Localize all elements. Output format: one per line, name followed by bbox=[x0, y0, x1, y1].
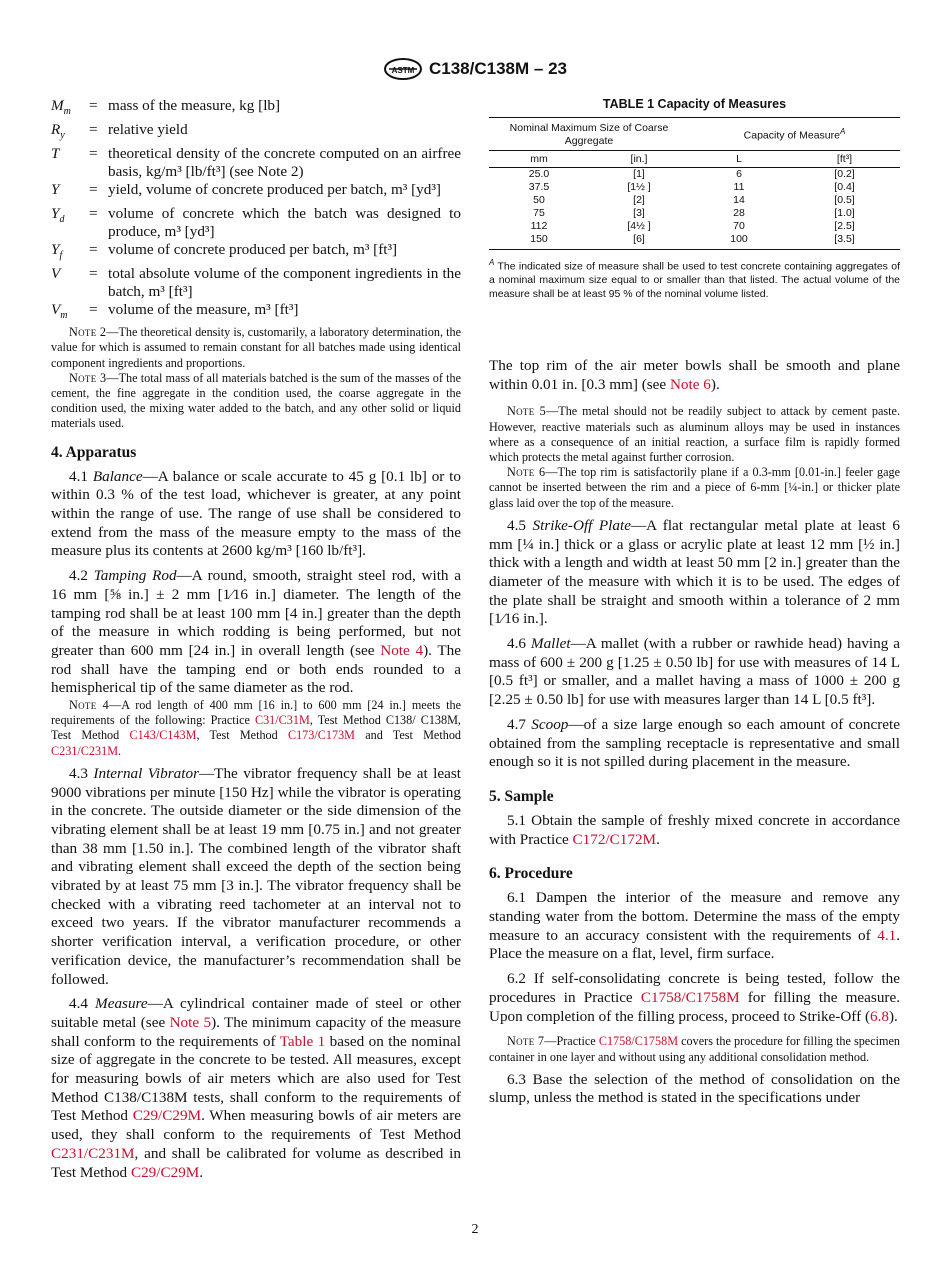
note-4-link[interactable]: Note 4 bbox=[380, 641, 424, 659]
para-5-1: 5.1 Obtain the sample of freshly mixed concrete in accordance with Practice C172/C172M. bbox=[489, 811, 900, 848]
left-column bbox=[51, 97, 461, 1182]
equals-sign: = bbox=[89, 97, 98, 114]
equals-sign: = bbox=[89, 121, 98, 139]
symbol-row bbox=[51, 97, 461, 121]
table-row bbox=[489, 233, 900, 246]
symbol: T bbox=[51, 145, 60, 163]
symbol-list bbox=[51, 97, 461, 325]
table-cell: [0.4] bbox=[834, 181, 855, 193]
para-4-6: 4.6 Mallet—A mallet (with a rubber or rawhide head) having a mass of 600 ± 200 g [1.25 ± 0.50 lb] for use with measures of 14 L [0.5 ft³] or smaller, and a mallet having a mass of 1000 ± 200 g [2.25 ± 0.50 lb] for use with measures larger than 14 L [0.5 ft³]. bbox=[489, 635, 901, 709]
table-cell: 6 bbox=[736, 168, 742, 180]
astm-logo-icon bbox=[383, 58, 423, 80]
table-footnote: $^A$ The indicated size of measure shall be used to test concrete containing aggregates of a nominal maximum size equal to or smaller than that listed. The actual volume of the measure shall be at least 95 % of the nominal volume listed. bbox=[489, 258, 900, 300]
symbol: $V_m$ bbox=[51, 301, 68, 322]
table-cell: [1] bbox=[633, 168, 645, 180]
equals-sign: = bbox=[89, 205, 98, 223]
equals-sign: = bbox=[89, 301, 98, 319]
table-cell: [4½ ] bbox=[627, 220, 651, 232]
table-body bbox=[489, 168, 900, 247]
table-header-aggregate: Nominal Maximum Size of Coarse Aggregate bbox=[509, 122, 669, 147]
symbol: V bbox=[51, 265, 61, 283]
symbol-definition: total absolute volume of the component ingredients in the batch, m³ [ft³] bbox=[108, 265, 461, 301]
equals-sign: = bbox=[89, 145, 98, 163]
table-row bbox=[489, 207, 900, 220]
page-number: 2 bbox=[471, 1222, 479, 1237]
c29-link[interactable]: C29/C29M bbox=[132, 1107, 202, 1125]
table-cell: [0.5] bbox=[834, 194, 855, 206]
table-cell: 150 bbox=[530, 233, 548, 245]
table-cell: 25.0 bbox=[528, 168, 550, 180]
symbol-row bbox=[51, 205, 461, 241]
note-5: Note 5—The metal should not be readily subject to attack by cement paste. However, reactive materials such as aluminum alloys may be used in instances where as a consequence of an initial reaction, a surface film is rapidly formed which protects the metal against further corrosion. bbox=[489, 404, 900, 465]
logo-text: ASTM bbox=[391, 66, 415, 75]
note-6-link[interactable]: Note 6 bbox=[669, 375, 711, 393]
note-3: Note 3—The total mass of all materials batched is the sum of the masses of the cement, the fine aggregate in the condition used, the coarse aggregate in the condition used, the mixing water added to the batch, and any other solid or liquid materials used. bbox=[51, 370, 462, 431]
table-cell: 37.5 bbox=[528, 181, 550, 193]
table-cell: 28 bbox=[733, 207, 745, 219]
table-cell: [3.5] bbox=[834, 233, 855, 245]
symbol-definition: yield, volume of concrete produced per batch, m³ [yd³] bbox=[108, 181, 441, 199]
symbol-row bbox=[51, 181, 461, 205]
table-1-link[interactable]: Table 1 bbox=[279, 1032, 326, 1050]
c173-link[interactable]: C173/C173M bbox=[287, 728, 355, 743]
para-6-2: 6.2 If self-consolidating concrete is being tested, follow the procedures in Practice C1758/C1758M for filling the measure. Upon completion of the filling process, proceed to Strike-Off (6.8). bbox=[489, 970, 901, 1025]
section-4-1-link[interactable]: 4.1 bbox=[877, 926, 897, 944]
c172-link[interactable]: C172/C172M bbox=[572, 830, 657, 848]
c29-link-2[interactable]: C29/C29M bbox=[130, 1163, 200, 1181]
symbol: Y bbox=[51, 181, 60, 199]
table-cell: [3] bbox=[633, 207, 645, 219]
section-6-8-link[interactable]: 6.8 bbox=[870, 1007, 889, 1025]
para-4-4-continued: The top rim of the air meter bowls shall be smooth and plane within 0.01 in. [0.3 mm] (see Note 6). bbox=[489, 357, 900, 393]
c1758-link[interactable]: C1758/C1758M bbox=[640, 988, 740, 1006]
table-header-capacity: Capacity of Measure$^A$ bbox=[743, 126, 846, 142]
symbol: $R_y$ bbox=[51, 121, 65, 142]
para-4-2: 4.2 Tamping Rod—A round, smooth, straight steel rod, with a 16 mm [⅝ in.] ± 2 mm [1⁄16 in.] diameter. The length of the tamping rod shall be at least 100 mm [4 in.] greater than the depth of the measure in which rodding is being performed, but not greater than 600 mm [24 in.] in overall length (see Note 4). The rod shall have the tamping end or both ends rounded to a hemispherical tip of the same diameter as the rod. bbox=[51, 567, 461, 697]
c31-link[interactable]: C31/C31M bbox=[254, 713, 310, 728]
symbol-row bbox=[51, 241, 461, 265]
page-header bbox=[0, 58, 950, 85]
para-6-3: 6.3 Base the selection of the method of consolidation on the slump, unless the method is stated in the specifications under bbox=[489, 1070, 900, 1107]
table-cell: 75 bbox=[533, 207, 545, 219]
c231-link[interactable]: C231/C231M bbox=[51, 743, 119, 758]
section-heading-sample: 5. Sample bbox=[489, 787, 554, 805]
symbol-row bbox=[51, 121, 461, 145]
table-cell: [2.5] bbox=[834, 220, 855, 232]
symbol-row bbox=[51, 265, 461, 301]
table-row bbox=[489, 168, 900, 182]
symbol: $M_m$ bbox=[51, 97, 71, 118]
note-4: Note 4—A rod length of 400 mm [16 in.] to 600 mm [24 in.] meets the requirements of the following: Practice C31/C31M, Test Method C138/ C138M, Test Method C143/C143M, Test Method C173/C173M and Test Method C231/C231M. bbox=[51, 698, 462, 758]
table-row bbox=[489, 181, 900, 194]
symbol: $Y_f$ bbox=[51, 241, 63, 262]
para-4-1: 4.1 Balance—A balance or scale accurate to 45 g [0.1 lb] or to within 0.3 % of the test load, whichever is greater, at any point within the range of use. The range of use shall be considered to extend from the mass of the measure empty to the mass of the measure plus its contents at 2600 kg/m³ [160 lb/ft³]. bbox=[51, 467, 461, 560]
symbol-definition: theoretical density of the concrete computed on an airfree basis, kg/m³ [lb/ft³] (see Note 2) bbox=[108, 145, 461, 181]
standard-designation: C138/C138M – 23 bbox=[429, 59, 567, 78]
symbol-definition: volume of concrete produced per batch, m³ [ft³] bbox=[108, 241, 398, 259]
table-cell: [2] bbox=[633, 194, 645, 206]
table-cell: [6] bbox=[633, 233, 645, 245]
symbol-definition: volume of the measure, m³ [ft³] bbox=[108, 301, 299, 319]
table-cell: [0.2] bbox=[834, 168, 855, 180]
table-cell: 70 bbox=[733, 220, 745, 232]
table-cell: 112 bbox=[530, 220, 548, 232]
equals-sign: = bbox=[89, 241, 98, 259]
table-row bbox=[489, 194, 900, 207]
para-4-7: 4.7 Scoop—of a size large enough so each amount of concrete obtained from the sampling receptacle is representative and small enough so it is not spilled during placement in the measure. bbox=[489, 715, 900, 771]
symbol-row bbox=[51, 145, 461, 181]
symbol-definition: volume of concrete which the batch was designed to produce, m³ [yd³] bbox=[108, 205, 461, 241]
table-cell: 50 bbox=[533, 194, 545, 206]
c231-link-2[interactable]: C231/C231M bbox=[51, 1144, 135, 1162]
section-heading-apparatus: 4. Apparatus bbox=[51, 443, 137, 461]
capacity-table bbox=[489, 117, 900, 246]
symbol: $Y_d$ bbox=[51, 205, 65, 226]
equals-sign: = bbox=[89, 181, 98, 199]
c1758-link-2[interactable]: C1758/C1758M bbox=[598, 1034, 679, 1049]
section-heading-procedure: 6. Procedure bbox=[489, 865, 573, 883]
table-cell: 14 bbox=[733, 194, 745, 206]
table-cell: 11 bbox=[733, 181, 745, 193]
equals-sign: = bbox=[89, 265, 98, 283]
symbol-definition: mass of the measure, kg [lb] bbox=[108, 97, 281, 114]
symbol-definition: relative yield bbox=[108, 121, 188, 139]
note-6: Note 6—The top rim is satisfactorily plane if a 0.3-mm [0.01-in.] feeler gage cannot be inserted between the rim and a piece of 6-mm [¼-in.] or thicker plate glass laid over the top of the measure. bbox=[489, 465, 900, 510]
para-6-1: 6.1 Dampen the interior of the measure and remove any standing water from the bottom. Determine the mass of the empty measure to an accuracy consistent with the requirements of 4.1. Place the measure on a flat, level, firm surface. bbox=[489, 889, 900, 963]
table-cell: [1.0] bbox=[834, 207, 855, 219]
para-4-3: 4.3 Internal Vibrator—The vibrator frequency shall be at least 9000 vibrations per minute [150 Hz] while the vibrator is operating in the concrete. The outside diameter or the side dimension of the vibrating element shall be at least 19 mm [0.75 in.] and not greater than 38 mm [1.50 in.]. The combined length of the vibrator shaft and vibrating element shall exceed the depth of the section being vibrated by at least 75 mm [3 in.]. The vibrator frequency shall be checked with a vibrating reed tachometer at an interval not to exceed two years. If the vibrator manufacturer recommends a shorter verification interval, a verification procedure, or other verification device, the manufacturer’s recommendation shall be followed. bbox=[51, 764, 461, 988]
table-title: TABLE 1 Capacity of Measures bbox=[602, 97, 787, 111]
table-units-row: mm [in.] L [ft³] bbox=[489, 151, 900, 168]
para-4-4: 4.4 Measure—A cylindrical container made of steel or other suitable metal (see Note 5). The minimum capacity of the measure shall conform to the requirements of Table 1 based on the nominal size of aggregate in the concrete to be tested. All measures, except for measuring bowls of air meters which are also used for Test Method C138/C138M tests, shall conform to the requirements of Test Method C29/C29M. When measuring bowls of air meters are used, they shall conform to the requirements of Test Method C231/C231M, and shall be calibrated for volume as described in Test Method C29/C29M. bbox=[51, 995, 461, 1181]
note-2: Note 2—The theoretical density is, customarily, a laboratory determination, the value for which is assumed to remain constant for all batches made using identical component ingredients and proportions. bbox=[51, 325, 461, 370]
right-column bbox=[489, 97, 900, 1108]
table-cell: 100 bbox=[730, 233, 748, 245]
para-4-5: 4.5 Strike-Off Plate—A flat rectangular metal plate at least 6 mm [¼ in.] thick or a glass or acrylic plate at least 12 mm [½ in.] thick with a length and width at least 50 mm [2 in.] greater than the diameter of the measure with which it is to be used. The edges of the plate shall be straight and smooth within a tolerance of 2 mm [1⁄16 in.]. bbox=[489, 516, 900, 628]
c143-link[interactable]: C143/C143M bbox=[129, 728, 197, 743]
note-5-link[interactable]: Note 5 bbox=[169, 1013, 212, 1031]
note-7: Note 7—Practice C1758/C1758M covers the procedure for filling the specimen container in one layer and without using any additional consolidation method. bbox=[489, 1034, 900, 1064]
symbol-row bbox=[51, 301, 461, 325]
table-cell: [1½ ] bbox=[627, 181, 651, 193]
table-row bbox=[489, 220, 900, 233]
